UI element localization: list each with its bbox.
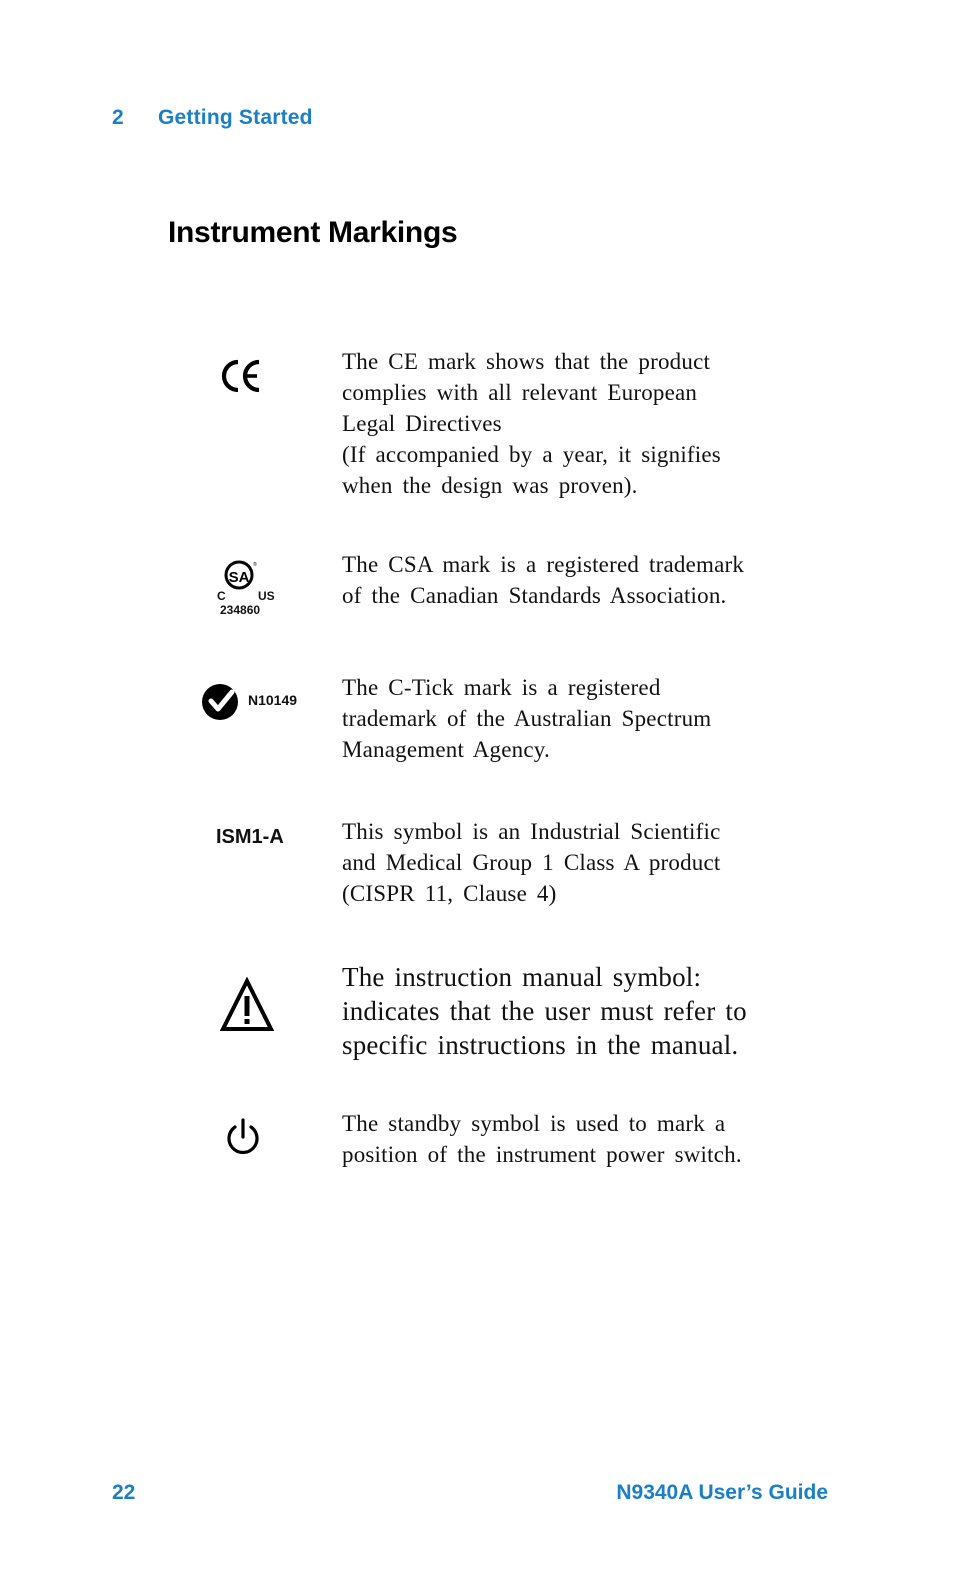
marking-description [342, 816, 832, 909]
chapter-header [112, 106, 313, 130]
marking-description [342, 672, 832, 765]
page-number: 22 [112, 1481, 136, 1504]
description-line: trademark of the Australian Spectrum [342, 706, 712, 731]
c-tick-number-label: N10149 [248, 692, 298, 708]
description-line: The C-Tick mark is a registered [342, 675, 661, 700]
guide-title: N9340A User’s Guide [616, 1481, 828, 1504]
csa-us-label: US [258, 589, 275, 603]
section-title: Instrument Markings [168, 216, 458, 249]
csa-mark-icon [214, 556, 280, 618]
ism-label: ISM1-A [216, 826, 284, 848]
marking-description [342, 346, 832, 501]
marking-description [342, 960, 832, 1062]
svg-text:SA: SA [228, 569, 250, 586]
chapter-title: Getting Started [158, 106, 313, 129]
description-line: (If accompanied by a year, it signifies [342, 442, 721, 467]
description-line: and Medical Group 1 Class A product [342, 850, 721, 875]
description-line: The CE mark shows that the product [342, 349, 711, 374]
description-line: of the Canadian Standards Association. [342, 583, 727, 608]
description-line: The CSA mark is a registered trademark [342, 552, 745, 577]
description-line: The instruction manual symbol: [342, 962, 702, 992]
warning-triangle-icon [220, 977, 274, 1033]
marking-description [342, 1108, 842, 1170]
description-line: This symbol is an Industrial Scientific [342, 819, 721, 844]
csa-number-label: 234860 [220, 603, 261, 617]
description-line: specific instructions in the manual. [342, 1030, 739, 1060]
c-tick-mark-icon [201, 683, 241, 721]
description-line: position of the instrument power switch. [342, 1142, 742, 1167]
description-line: The standby symbol is used to mark a [342, 1111, 726, 1136]
standby-power-icon [224, 1117, 262, 1157]
ce-mark-icon [219, 358, 263, 394]
chapter-number: 2 [112, 106, 124, 129]
description-line: complies with all relevant European [342, 380, 698, 405]
svg-text:®: ® [253, 562, 257, 568]
description-line: Management Agency. [342, 737, 550, 762]
description-line: (CISPR 11, Clause 4) [342, 881, 557, 906]
csa-c-label: C [217, 589, 226, 603]
description-line: Legal Directives [342, 411, 502, 436]
csa-logo-icon [223, 556, 259, 594]
marking-description [342, 549, 832, 611]
description-line: indicates that the user must refer to [342, 996, 747, 1026]
description-line: when the design was proven). [342, 473, 638, 498]
